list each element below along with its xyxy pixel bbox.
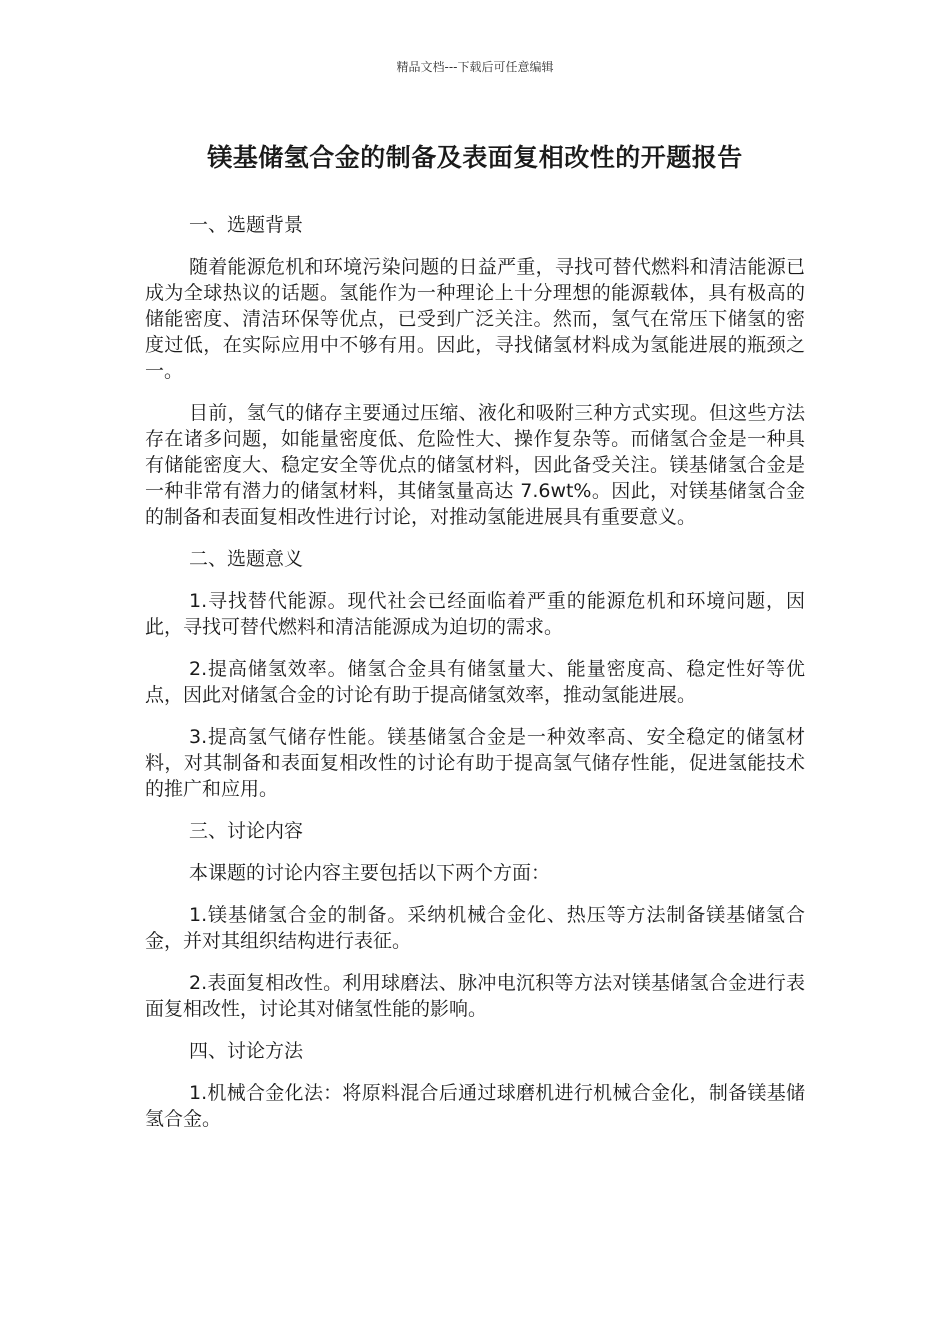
paragraph: 2.提高储氢效率。储氢合金具有储氢量大、能量密度高、稳定性好等优点，因此对储氢合金的讨论有助于提高储氢效率，推动氢能进展。: [145, 658, 805, 706]
paragraph: 1.寻找替代能源。现代社会已经面临着严重的能源危机和环境问题，因此，寻找可替代燃料和清洁能源成为迫切的需求。: [145, 590, 805, 638]
paragraph: 2.表面复相改性。利用球磨法、脉冲电沉积等方法对镁基储氢合金进行表面复相改性，讨论其对储氢性能的影响。: [145, 972, 805, 1020]
paragraph: 目前，氢气的储存主要通过压缩、液化和吸附三种方式实现。但这些方法存在诸多问题，如能量密度低、危险性大、操作复杂等。而储氢合金是一种具有储能密度大、稳定安全等优点的储氢材料，因此备受关注。镁基储氢合金是一种非常有潜力的储氢材料，其储氢量高达 7.6wt%。因此，对镁基储氢合金的制备和表面复相改性进行讨论，对推动氢能进展具有重要意义。: [145, 402, 805, 528]
section-heading: 二、选题意义: [189, 548, 304, 570]
section-heading: 三、讨论内容: [189, 820, 304, 842]
page-header: 精品文档---下载后可任意编辑: [396, 60, 554, 74]
paragraph: 3.提高氢气储存性能。镁基储氢合金是一种效率高、安全稳定的储氢材料，对其制备和表面复相改性的讨论有助于提高氢气储存性能，促进氢能技术的推广和应用。: [145, 726, 805, 800]
paragraph: 随着能源危机和环境污染问题的日益严重，寻找可替代燃料和清洁能源已成为全球热议的话题。氢能作为一种理论上十分理想的能源载体，具有极高的储能密度、清洁环保等优点，已受到广泛关注。然而，氢气在常压下储氢的密度过低，在实际应用中不够有用。因此，寻找储氢材料成为氢能进展的瓶颈之一。: [145, 256, 805, 382]
paragraph: 1.机械合金化法：将原料混合后通过球磨机进行机械合金化，制备镁基储氢合金。: [145, 1082, 805, 1130]
paragraph: 1.镁基储氢合金的制备。采纳机械合金化、热压等方法制备镁基储氢合金，并对其组织结构进行表征。: [145, 904, 805, 952]
section-heading: 四、讨论方法: [189, 1040, 304, 1062]
document-title: 镁基储氢合金的制备及表面复相改性的开题报告: [207, 143, 743, 172]
document-body: [145, 212, 805, 1148]
paragraph: 本课题的讨论内容主要包括以下两个方面：: [189, 862, 551, 884]
section-heading: 一、选题背景: [189, 214, 304, 236]
